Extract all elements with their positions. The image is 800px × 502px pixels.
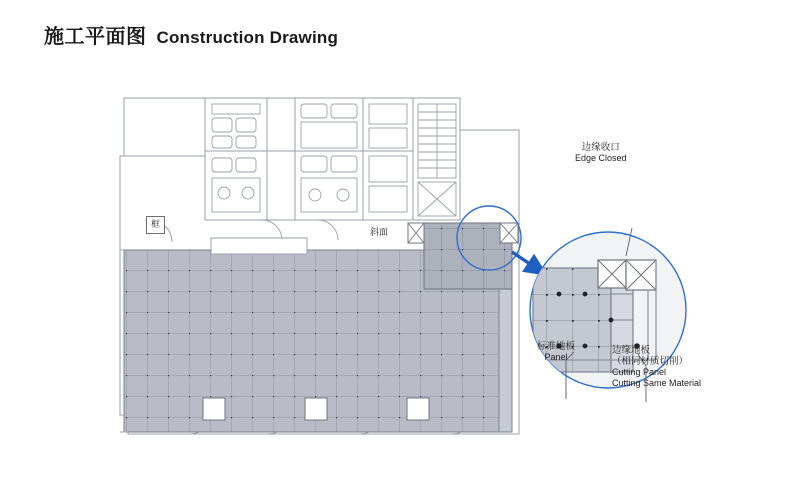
callout-edge-closed-cn: 边缘收口 <box>581 142 620 153</box>
floor-plan-group <box>120 98 519 434</box>
callout-cutting-panel-en-2: Cutting Same Material <box>612 378 702 389</box>
callout-cutting-panel-en-1: Cutting Panel <box>612 367 667 378</box>
callout-cutting-panel <box>612 345 701 389</box>
callout-cutting-panel-cn-2: （相同材质切削） <box>612 356 689 368</box>
slope-tag: 斜面 <box>370 227 389 237</box>
page-title <box>44 20 338 49</box>
construction-drawing <box>0 60 800 480</box>
callout-standard-panel-cn: 标准地板 <box>537 341 576 352</box>
page-title-en: Construction Drawing <box>156 28 339 47</box>
page-title-cn: 施工平面图 <box>44 26 147 48</box>
callout-edge-closed-en: Edge Closed <box>575 153 627 164</box>
upper-rooms <box>205 98 460 220</box>
frame-tag: 框 <box>146 216 165 234</box>
callout-cutting-panel-cn-1: 边缘地板 <box>612 345 651 356</box>
callout-edge-closed <box>575 142 627 164</box>
callout-standard-panel <box>537 341 575 363</box>
callout-standard-panel-en: Panel <box>544 352 568 363</box>
